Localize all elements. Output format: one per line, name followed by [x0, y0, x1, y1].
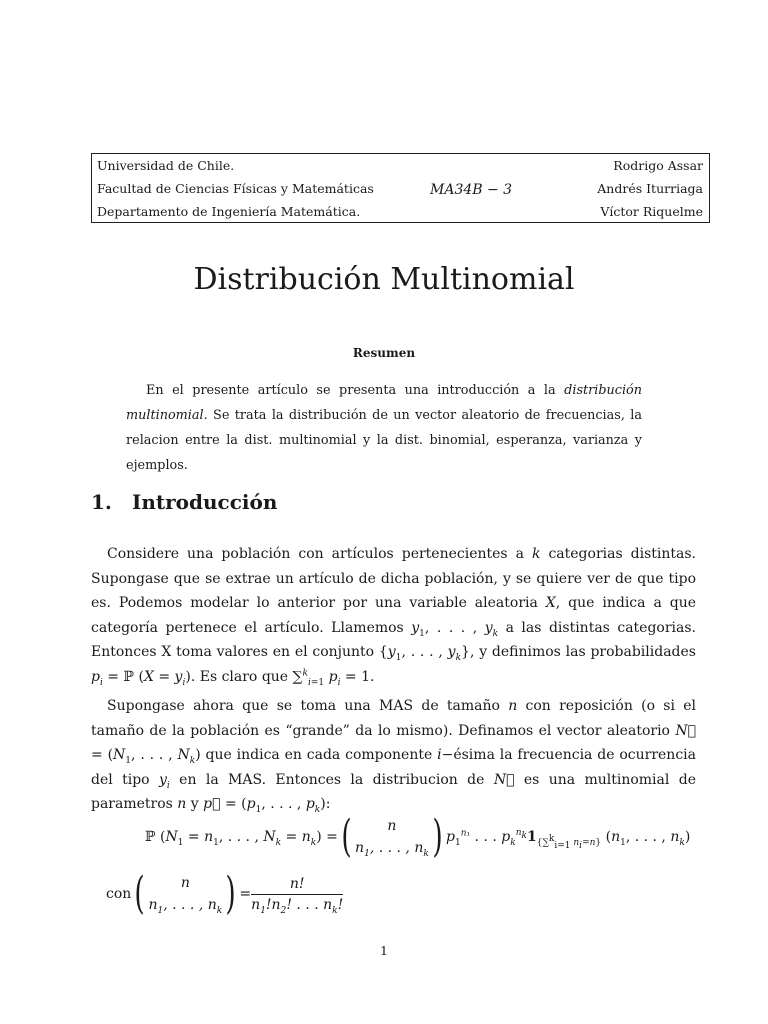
multinomial-equation: ℙ ($N_1 = n_1$, . . . , $N_k = n_k$) =( n $n_1$, . . . , $n_k$ ) $p_1^{n_1}$ . . . $p_k^{n_k}1_{\{\sum^k_{i=1} n_i=n\}}$ ($n_1$, . . . , $n_k$): [145, 811, 691, 862]
section-title: Introducción: [132, 490, 278, 514]
paper-title: Distribución Multinomial: [193, 262, 575, 297]
abstract-text: [126, 378, 642, 478]
course-code: MA34B − 3: [430, 182, 513, 198]
abstract-heading: Resumen: [352, 346, 416, 360]
section-heading: [91, 490, 277, 514]
author-1: Rodrigo Assar: [613, 158, 703, 173]
header-right: [597, 154, 703, 223]
header-faculty: Facultad de Ciencias Físicas y Matemáticas: [97, 181, 374, 196]
abstract-start: En el presente artículo se presenta una introducción a la: [146, 383, 565, 398]
author-2: Andrés Iturriaga: [597, 181, 703, 196]
paragraph-2: Supongase ahora que se toma una MAS de tamaño n con reposición (o si el tamaño de la población es “grande” da lo mismo). Definamos el vector aleatorio N⃗ = ($N_1$, . . . , $N_k$) que indica en cada componente i−ésima la frecuencia de ocurrencia del tipo $y_i$ en la MAS. Entonces la distribucion de N⃗ es una multinomial de parametros n y p⃗ = ($p_1$, . . . , $p_k$):: [91, 698, 696, 815]
header-department: Departamento de Ingeniería Matemática.: [97, 204, 361, 219]
multinomial-coefficient-equation: con( n $n_1$, . . . , $n_k$ )= $\frac{n!}{n_1!n_2! . . . n_k!}$: [106, 868, 344, 919]
header-left: [97, 154, 374, 223]
section-number: 1.: [91, 490, 112, 514]
abstract-emphasis: distribución multinomial.: [126, 383, 642, 423]
page-number: 1: [380, 943, 388, 958]
abstract-end: Se trata la distribución de un vector aleatorio de frecuencias, la relacion entre la dist. multinomial y la dist. binomial, esperanza, varianza y ejemplos.: [126, 408, 642, 473]
paragraph-1: Considere una población con artículos pertenecientes a k categorias distintas. Supongase que se extrae un artículo de dicha población, y se quiere ver de que tipo es. Podemos modelar lo anterior por una variable aleatoria X, que indica a que categoría pertenece el artículo. Llamemos $y_1$, . . . , $y_k$ a las distintas categorias. Entonces X toma valores en el conjunto {$y_1$, . . . , $y_k$}, y definimos las probabilidades $p_i$ = ℙ $(X = y_i)$. Es claro que ∑$^k_{i=1}$ $p_i = 1$.: [91, 546, 696, 688]
author-3: Víctor Riquelme: [600, 204, 703, 219]
header-university: Universidad de Chile.: [97, 158, 235, 173]
header-box: [91, 153, 710, 223]
